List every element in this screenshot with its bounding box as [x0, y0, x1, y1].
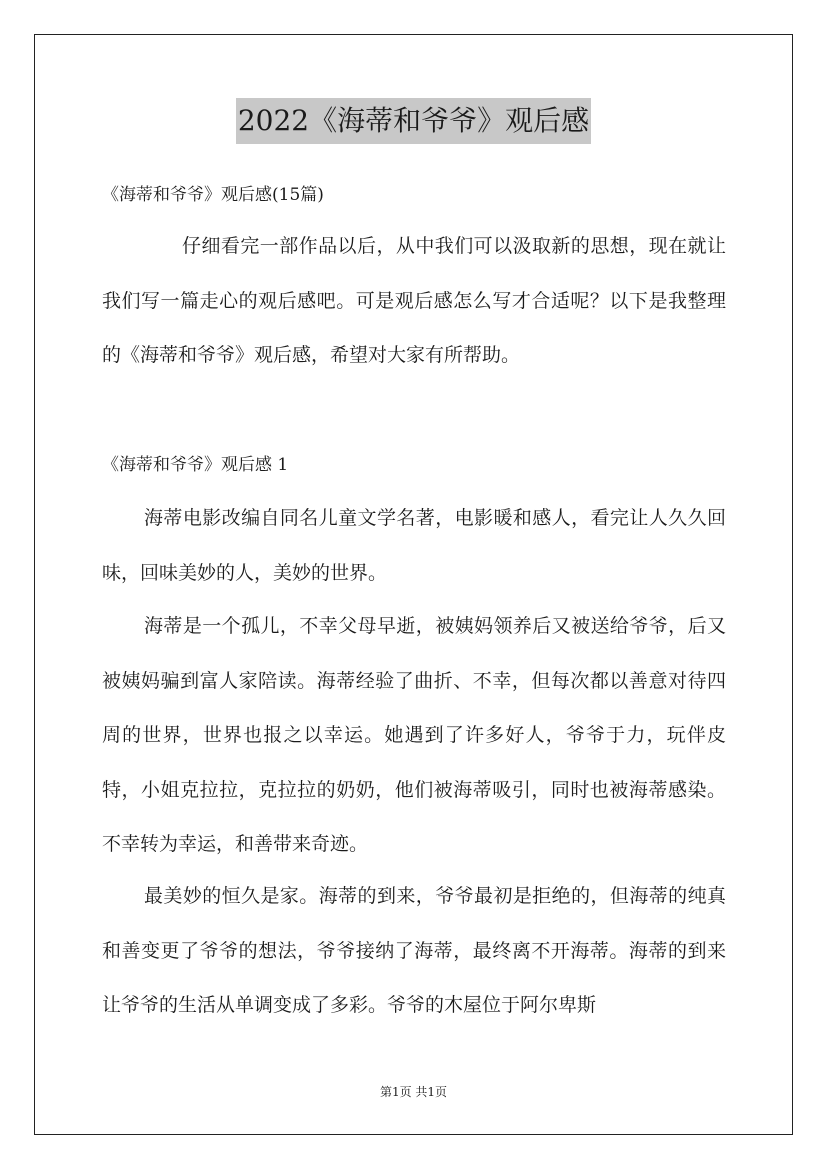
page-footer: 第1页 共1页	[379, 1085, 448, 1099]
section-heading: 《海蒂和爷爷》观后感 1	[102, 455, 289, 475]
intro-paragraph: 仔细看完一部作品以后，从中我们可以汲取新的思想，现在就让我们写一篇走心的观后感吧。可是观后感怎么写才合适呢？以下是我整理的《海蒂和爷爷》观后感，希望对大家有所帮助。	[102, 235, 726, 366]
document-subtitle: 《海蒂和爷爷》观后感(15篇)	[102, 185, 324, 205]
body-paragraph: 最美妙的恒久是家。海蒂的到来，爷爷最初是拒绝的，但海蒂的纯真和善变更了爷爷的想法，爷爷接纳了海蒂，最终离不开海蒂。海蒂的到来让爷爷的生活从单调变成了多彩。爷爷的木屋位于阿尔卑斯	[102, 885, 726, 1016]
title-container	[0, 98, 827, 144]
body-paragraph: 海蒂是一个孤儿，不幸父母早逝，被姨妈领养后又被送给爷爷，后又被姨妈骗到富人家陪读。海蒂经验了曲折、不幸，但每次都以善意对待四周的世界，世界也报之以幸运。她遇到了许多好人，爷爷于力，玩伴皮特，小姐克拉拉，克拉拉的奶奶，他们被海蒂吸引，同时也被海蒂感染。不幸转为幸运，和善带来奇迹。	[102, 615, 726, 855]
document-title: 2022《海蒂和爷爷》观后感	[236, 98, 591, 144]
body-paragraph: 海蒂电影改编自同名儿童文学名著，电影暖和感人，看完让人久久回味，回味美妙的人，美妙的世界。	[102, 507, 726, 584]
